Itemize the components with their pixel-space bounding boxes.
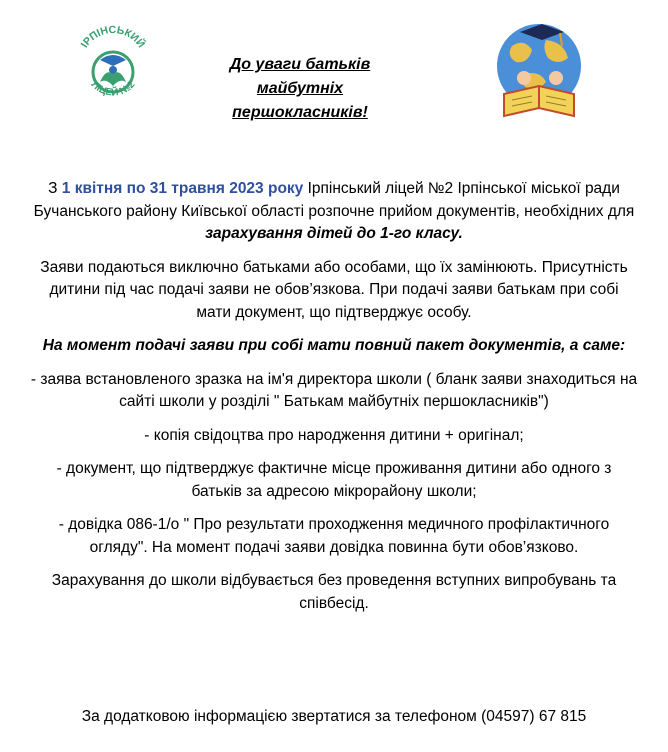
logo-text-top: ІРПІНСЬКИЙ (78, 23, 148, 51)
applicants-paragraph: Заяви подаються виключно батьками або особами, що їх замінюють. Присутність дитини під час подачі заяви не обов’язкова. При подачі заяви батькам при собі мати документ, що підтверджує особу. (40, 258, 628, 321)
title-line-3: першокласників! (232, 104, 368, 121)
enrollment-note: Зарахування до школи відбувається без проведення вступних випробувань та співбесід. (51, 572, 617, 612)
document-item-2: - копія свідоцтва про народження дитини + оригінал; (144, 426, 524, 444)
intro-emphasis: зарахування дітей до 1-го класу. (205, 225, 463, 242)
intro-pre: З (48, 180, 62, 197)
logo-text-bottom: ЛІЦЕЙ №2 (88, 79, 138, 99)
page-title (180, 53, 420, 125)
document-item-4: - довідка 086-1/о " Про результати проходження медичного профілактичного огляду". На момент подачі заяви довідка повинна бути обов’язково. (58, 516, 610, 556)
school-logo (70, 20, 156, 116)
intro-dates: 1 квітня по 31 травня 2023 року (61, 180, 304, 197)
title-line-1: До уваги батьків (229, 56, 371, 73)
document-item-3: - документ, що підтверджує фактичне місце проживання дитини або одного з батьків за адресою мікрорайону школи; (56, 460, 612, 500)
documents-heading: На момент подачі заяви при собі мати повний пакет документів, а саме: (42, 337, 626, 354)
document-item-1: - заява встановленого зразка на ім'я директора школи ( бланк заяви знаходиться на сайті школи у розділі " Батькам майбутніх першокласників") (30, 370, 638, 410)
globe-book-illustration (484, 16, 594, 128)
title-line-2: майбутніх (256, 80, 344, 97)
intro-paragraph (30, 178, 638, 246)
svg-text:ІРПІНСЬКИЙ (79, 24, 148, 50)
intro-text: Ірпінський ліцей №2 Ірпінської міської ради Бучанського району Київської області розпочне прийом документів, необхідних для (33, 180, 635, 220)
contact-phone: За додатковою інформацією звертатися за телефоном (04597) 67 815 (81, 708, 587, 725)
announcement-body (30, 178, 638, 626)
